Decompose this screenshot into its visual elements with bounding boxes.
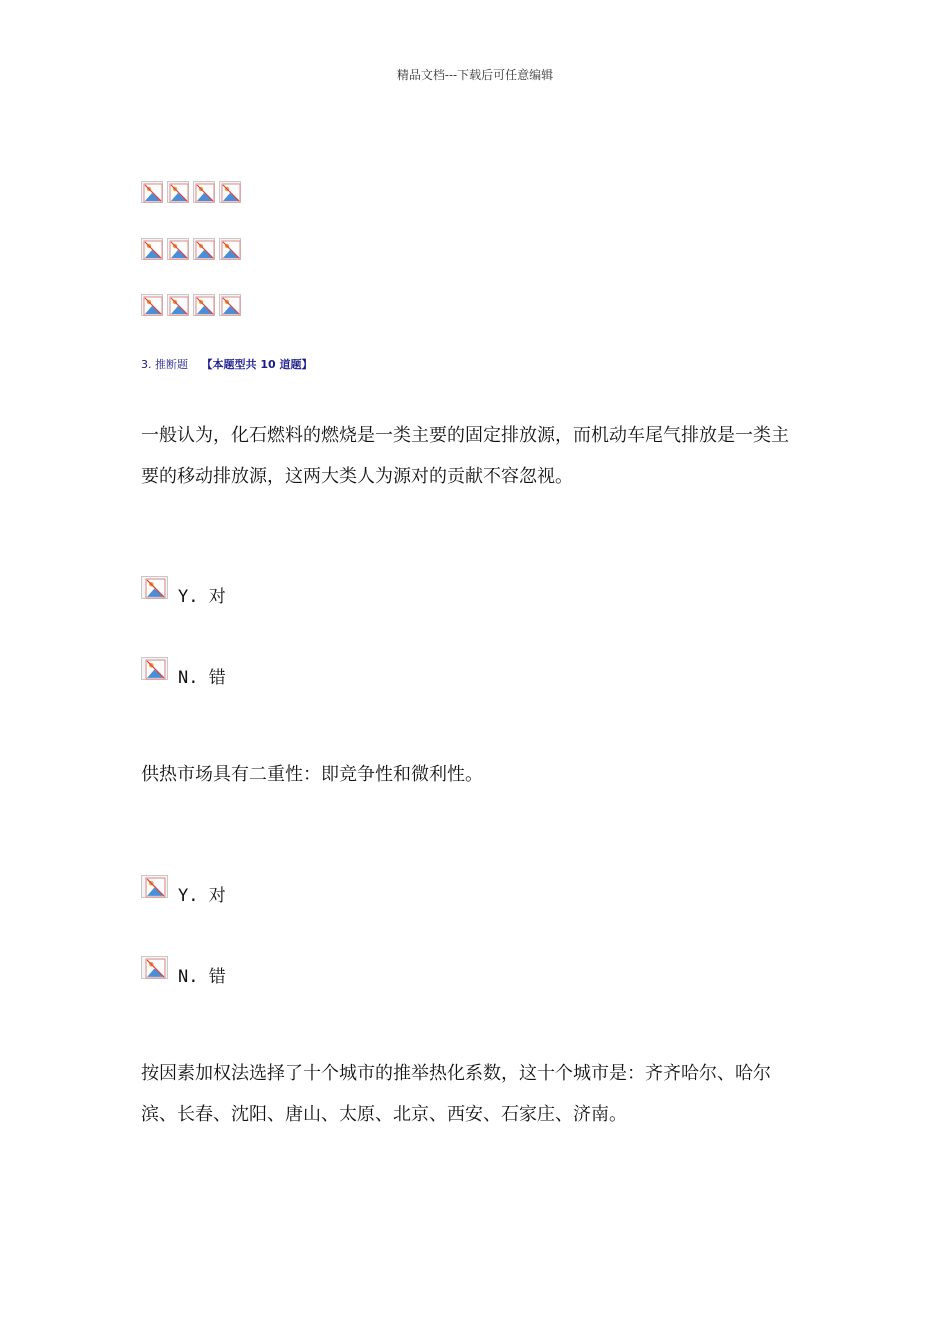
broken-image-icon xyxy=(141,238,163,260)
answer-option-no[interactable] xyxy=(141,956,226,987)
broken-image-icon xyxy=(141,576,168,599)
section-heading xyxy=(141,356,312,372)
option-label: N. 错 xyxy=(178,668,226,688)
question-text: 一般认为，化石燃料的燃烧是一类主要的固定排放源，而机动车尾气排放是一类主要的移动排放源，这两大类人为源对的贡献不容忽视。 xyxy=(141,425,789,487)
broken-image-icon xyxy=(219,181,241,203)
section-number: 3. 推断题 xyxy=(141,358,188,371)
broken-image-icon xyxy=(167,294,189,316)
image-placeholder-row xyxy=(141,294,241,316)
broken-image-icon xyxy=(219,238,241,260)
broken-image-icon xyxy=(141,294,163,316)
broken-image-icon xyxy=(167,181,189,203)
section-note: 【本题型共 10 道题】 xyxy=(201,358,313,371)
option-label: Y. 对 xyxy=(178,587,226,607)
broken-image-icon xyxy=(167,238,189,260)
option-label: N. 错 xyxy=(178,967,226,987)
image-placeholder-row xyxy=(141,181,241,203)
answer-option-no[interactable] xyxy=(141,657,226,688)
broken-image-icon xyxy=(141,875,168,898)
broken-image-icon xyxy=(141,956,168,979)
question-text: 供热市场具有二重性：即竞争性和微利性。 xyxy=(141,764,483,785)
image-placeholder-row xyxy=(141,238,241,260)
page-header: 精品文档---下载后可任意编辑 xyxy=(396,68,554,82)
broken-image-icon xyxy=(141,657,168,680)
broken-image-icon xyxy=(141,181,163,203)
answer-option-yes[interactable] xyxy=(141,576,226,607)
option-label: Y. 对 xyxy=(178,886,226,906)
broken-image-icon xyxy=(193,181,215,203)
broken-image-icon xyxy=(219,294,241,316)
question-text: 按因素加权法选择了十个城市的推举热化系数，这十个城市是：齐齐哈尔、哈尔滨、长春、沈阳、唐山、太原、北京、西安、石家庄、济南。 xyxy=(141,1063,771,1125)
broken-image-icon xyxy=(193,294,215,316)
broken-image-icon xyxy=(193,238,215,260)
answer-option-yes[interactable] xyxy=(141,875,226,906)
